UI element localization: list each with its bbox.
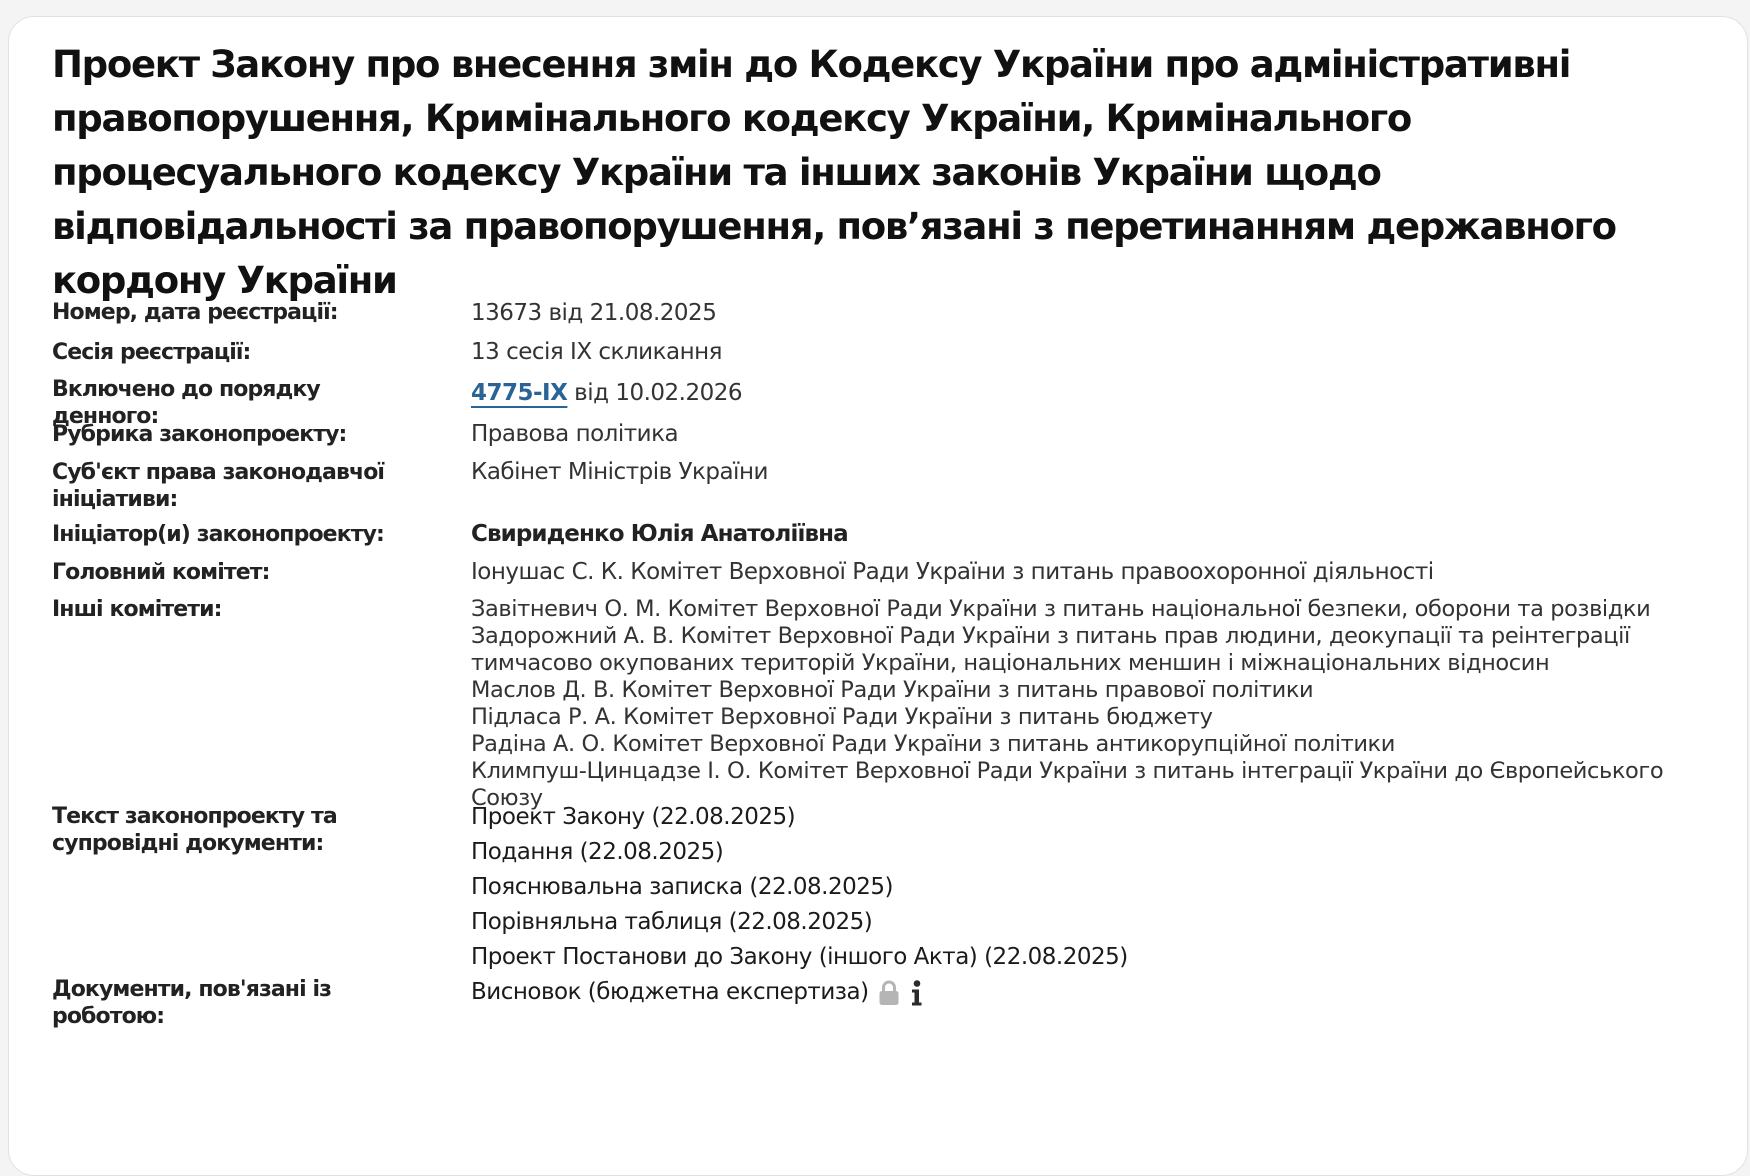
agenda-label: Включено до порядку денного: (52, 377, 320, 429)
document-link[interactable]: Проект Постанови до Закону (іншого Акта) (22.08.2025) (471, 944, 1128, 970)
subject-label: Суб'єкт права законодавчої ініціативи: (52, 460, 385, 512)
work-document-link[interactable]: Висновок (бюджетна експертиза) (471, 979, 869, 1005)
work-document-item (471, 975, 1701, 1010)
document-link[interactable]: Проект Закону (22.08.2025) (471, 804, 796, 830)
other-committees-list (471, 596, 1701, 812)
committee-line: Завітневич О. М. Комітет Верховної Ради України з питань національної безпеки, оборони та розвідки (471, 596, 1651, 622)
committee-line: Союзу (471, 785, 543, 811)
main-committee-value: Іонушас С. К. Комітет Верховної Ради України з питань правоохоронної діяльності (471, 559, 1434, 585)
committee-line: Климпуш-Цинцадзе І. О. Комітет Верховної Ради України з питань інтеграції України до Європейського (471, 758, 1664, 784)
agenda-date: від 10.02.2026 (567, 380, 743, 406)
document-link[interactable]: Подання (22.08.2025) (471, 839, 724, 865)
other-committees-label: Інші комітети: (52, 597, 222, 622)
documents-label: Текст законопроекту та супровідні документи: (52, 804, 337, 856)
session-value: 13 сесія IX скликання (471, 339, 722, 365)
document-link[interactable]: Порівняльна таблиця (22.08.2025) (471, 909, 873, 935)
committee-line: Задорожний А. В. Комітет Верховної Ради України з питань прав людини, деокупації та реінтеграції (471, 623, 1630, 649)
documents-list (471, 800, 1701, 975)
committee-line: Радіна А. О. Комітет Верховної Ради України з питань антикорупційної політики (471, 731, 1395, 757)
agenda-value (471, 380, 1701, 407)
main-committee-label: Головний комітет: (52, 560, 270, 585)
rubric-label: Рубрика законопроекту: (52, 422, 347, 447)
registration-label: Номер, дата реєстрації: (52, 300, 338, 325)
document-link[interactable]: Пояснювальна записка (22.08.2025) (471, 874, 893, 900)
initiators-label: Ініціатор(и) законопроекту: (52, 522, 384, 547)
rubric-value: Правова політика (471, 421, 679, 447)
committee-line: Маслов Д. В. Комітет Верховної Ради України з питань правової політики (471, 677, 1314, 703)
info-icon[interactable] (907, 979, 927, 1007)
session-label: Сесія реєстрації: (52, 340, 251, 365)
document-status-icons (877, 975, 927, 1010)
subject-value: Кабінет Міністрів України (471, 459, 768, 485)
bill-title: Проект Закону про внесення змін до Кодексу України про адміністративні правопорушення, Кримінального кодексу України, Кримінального процесуального кодексу України та інших законів України щодо відповідальності за правопорушення, пов’язані з перетинанням державного кордону України (52, 43, 1616, 302)
registration-value: 13673 від 21.08.2025 (471, 300, 717, 326)
agenda-link[interactable]: 4775-IX (471, 380, 568, 406)
initiator-name[interactable]: Свириденко Юлія Анатоліївна (471, 521, 848, 547)
lock-icon (877, 979, 901, 1007)
work-documents-label: Документи, пов'язані із роботою: (52, 977, 332, 1029)
committee-line: тимчасово окупованих територій України, національних меншин і міжнаціональних відносин (471, 650, 1550, 676)
committee-line: Підласа Р. А. Комітет Верховної Ради України з питань бюджету (471, 704, 1213, 730)
work-documents-list (471, 975, 1701, 1010)
